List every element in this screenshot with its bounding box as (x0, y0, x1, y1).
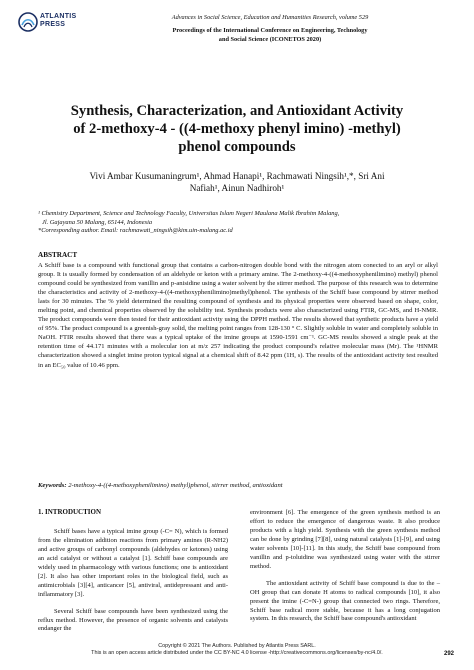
logo-text-line1: ATLANTIS (40, 13, 77, 20)
affiliation-block (38, 210, 438, 236)
footer-line1: Copyright © 2021 The Authors. Published by Atlantis Press SARL. (158, 643, 316, 649)
title-line3: phenol compounds (178, 139, 296, 155)
affiliation-line1: ¹ Chemistry Department, Science and Technology Faculty, Universitas Islam Negeri Maulana Malik Ibrahim Malang, (38, 210, 340, 217)
body-paragraph: environment [6]. The emergence of the green synthesis method is an effort to reduce the emergence of dangerous waste. It also produce products with a high yield. Synthesis with the green synthesis method can be done by grinding [7][8], using natural catalysts [1]-[9], and using water solvents [10]-[11]. In this study, the Schiff base compound from vanillin and p-toluidine was synthesized using water with the stirrer method. (250, 509, 440, 570)
abstract-text: A Schiff base is a compound with functional group that contains a carbon-nitrogen double bond with the nitrogen atom conected to an aryl or alkyl group. It is usually formed by condensation of an aldehyde or keton with a primary amine. The 2-methoxy-4-((4-methoxyphenilimino) methyl) phenol compound could be synthesized from vanillin and p-anisidine using a water solvent by the stirrer method. The purpose of this research was to determine the characteristics and activity of 2-methoxy-4-((4-methoxyphenilimino)methyl)phenol. The synthesis of the Schiff base compound by stirrer method lasts for 30 minutes. The % yield determined the resulting compound of synthesis and its physical properties were observed based on shape, color, melting point, and chemical properties observed by the solubility test. Synthesis products were also characterized using FTIR, GC-MS, and H-NMR. The product compounds were then tested for their antioxidant activity using the DPPH method. The results showed that synthetic products have a yield of 95%. The product compound is a greenish-gray solid, the melting point ranges from 128-130 ° C. Slightly soluble in water and completely soluble in NaOH. FTIR results showed that there was a typical uptake of the imine groups at 1590-1591 cm⁻¹. GC-MS results showed a single peak at the retention time of 44.171 minutes with a molecular ion at m/z 257 indicating the product compound's relative molecular mass (Mr). The ¹HNMR characterization showed a singlet imine proton typical signal at a chemical shift of 8.42 ppm (1H, s). The results of the antioxidant activity test resulted in an EC₅₀ value of 10.46 ppm. (38, 262, 438, 369)
body-paragraph: Schiff bases have a typical imine group (-C= N), which is formed from the elimination addition reactions from primary amines (R-NH2) and active groups of carbonyl compounds (aldehydes or ketones) using an acid catalyst or without a catalyst [1]. Schiff base compounds are widely used in pharmacology with various functions; one is antioxidant [2]. It also has other important roles in the biological field, such as antimicrobials [3][4], anticancer [5], antiviral, antidepressant and anti-inflammatory [3]. (38, 527, 228, 598)
proceedings-line1: Proceedings of the International Conference on Engineering, Technology (172, 27, 368, 34)
atlantis-logo-icon (18, 12, 38, 32)
page-number: 292 (443, 651, 454, 657)
copyright-footer (30, 643, 444, 657)
proceedings-title (110, 27, 430, 44)
logo-text (40, 13, 77, 29)
author-list (40, 170, 434, 194)
journal-line: Advances in Social Science, Education and Humanities Research, volume 529 (171, 14, 369, 21)
logo-text-line2: PRESS (40, 21, 66, 28)
section-heading-introduction: 1. INTRODUCTION (38, 508, 102, 516)
right-column (250, 509, 440, 632)
title-line2: of 2-methoxy-4 - ((4-methoxy phenyl imino) -methyl) (73, 121, 401, 137)
body-paragraph: Several Schiff base compounds have been synthesized using the reflux method. However, the presence of organic solvents and catalysts endanger the (38, 607, 228, 633)
affiliation-line2: Jl. Gajayana 50 Malang, 65144, Indonesia (42, 218, 153, 226)
left-column (38, 508, 228, 642)
paper-title (36, 102, 438, 156)
authors-line1: Vivi Ambar Kusumaningrum¹, Ahmad Hanapi¹, Rachmawati Ningsih¹,*, Sri Ani (89, 171, 385, 181)
title-line1: Synthesis, Characterization, and Antioxidant Activity (70, 103, 404, 119)
atlantis-press-logo (18, 10, 80, 38)
proceedings-line2: and Social Science (ICONETOS 2020) (218, 35, 322, 43)
keywords (38, 481, 438, 490)
authors-line2: Nafiah¹, Ainun Nadhiroh¹ (189, 183, 285, 193)
footer-line2: This is an open access article distributed under the CC BY-NC 4.0 license -http://creativecommons.org/licenses/by-nc/4.0/. (91, 650, 383, 657)
keywords-label: Keywords: (38, 482, 67, 489)
abstract-heading: ABSTRACT (38, 251, 78, 259)
keywords-text: 2-methoxy-4-((4-methoxyphenilimino) methyl)phenol, stirrer method, antioxidant (66, 482, 283, 489)
body-paragraph: The antioxidant activity of Schiff base compound is due to the –OH group that can donate H atoms to radical compounds [10], it also present the imine (-C=N-) group that connected two rings. Therefore, Schiff base radical more stable, because it has a long conjugation system. In this research, the Schiff base compound's antioxidant (250, 579, 440, 623)
corresponding-author: *Corresponding author. Email: rachmawati_ningsih@kim.uin-malang.ac.id (38, 227, 233, 235)
